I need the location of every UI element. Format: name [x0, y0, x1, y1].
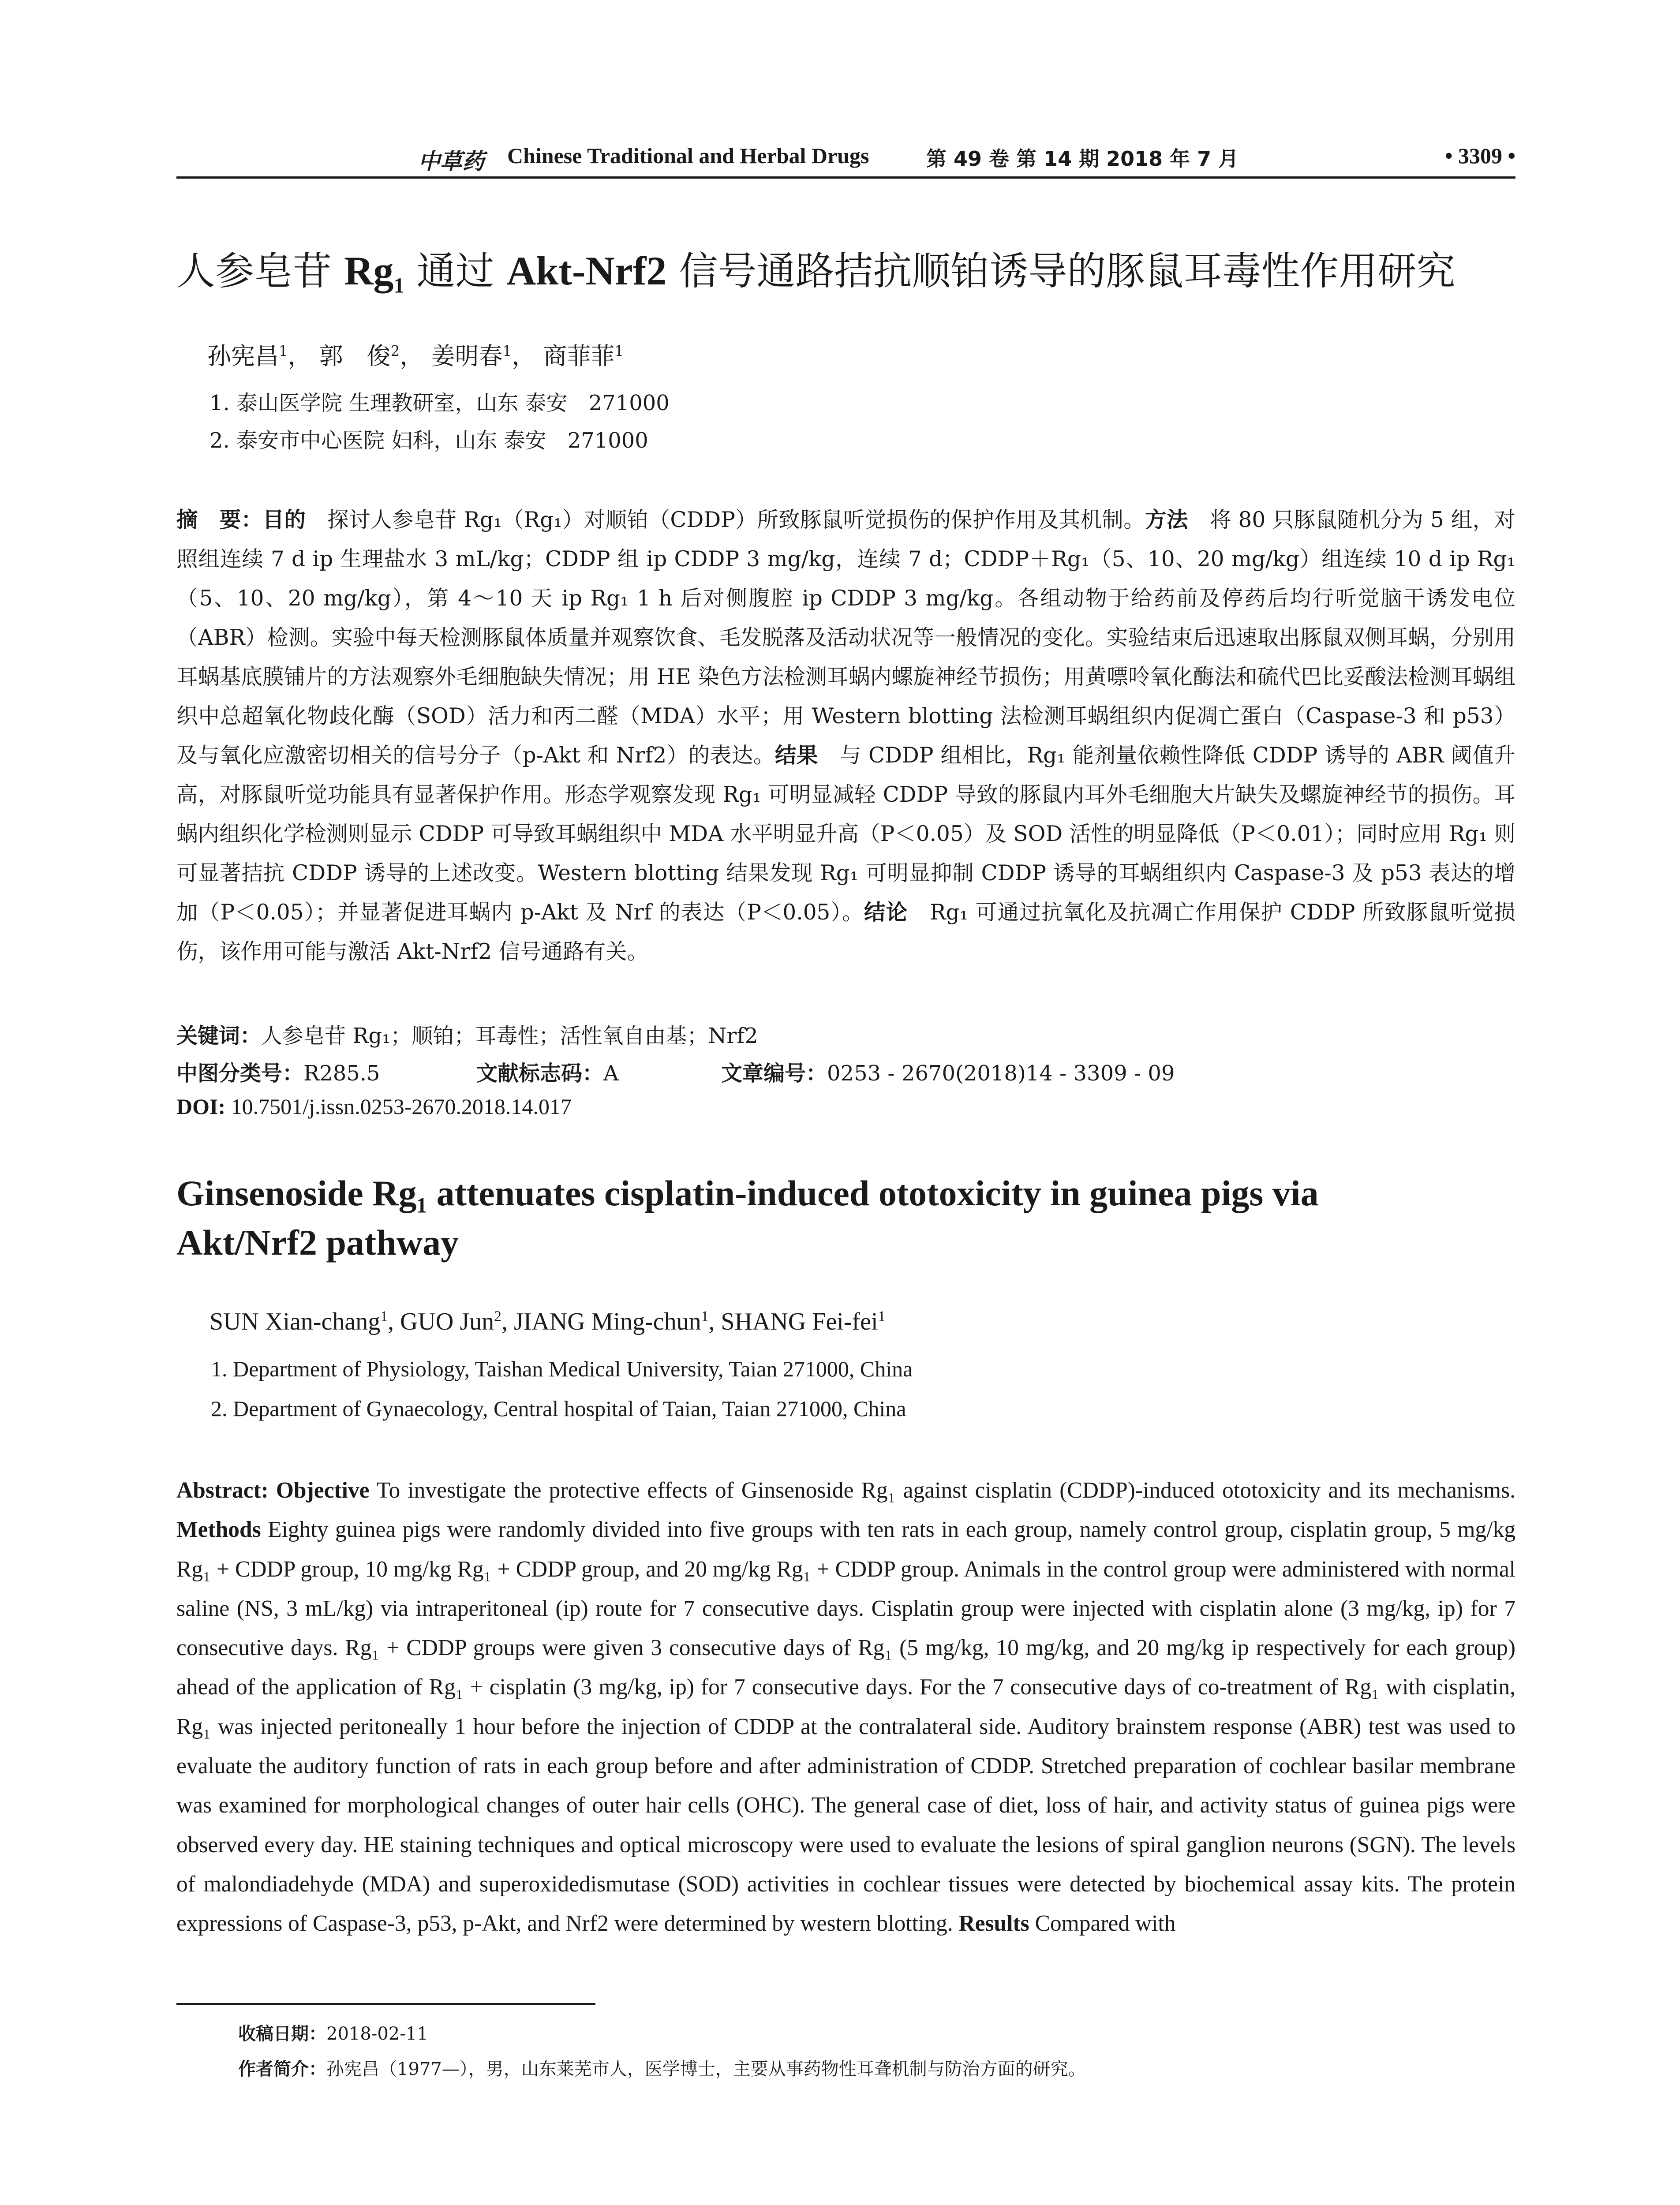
keywords-label: 关键词： [176, 1024, 262, 1048]
doi-line [176, 1094, 1515, 1119]
article-no-label: 文章编号： [721, 1061, 827, 1086]
author-name: SHANG Fei-fei [721, 1308, 878, 1335]
objective-label: 目的 [262, 508, 306, 532]
affiliation-en: 1. Department of Physiology, Taishan Medical University, Taian 271000, China [211, 1357, 913, 1381]
author-affil-mark: 1 [614, 343, 624, 359]
author-bio: 孙宪昌（1977—），男，山东莱芜市人，医学博士，主要从事药物性耳聋机制与防治方面的研究。 [326, 2059, 1086, 2079]
title-cn-part: 人参皂苷 [176, 248, 344, 294]
author-name: SUN Xian-chang [210, 1308, 381, 1335]
methods-label: 方法 [1145, 508, 1188, 532]
authors-cn: 孙宪昌$^1$， 郭 俊$^2$， 姜明春$^1$， 商菲菲$^1$ [207, 342, 624, 370]
article-no-value: 0253 - 2670(2018)14 - 3309 - 09 [827, 1061, 1175, 1086]
author-affil-mark: 2 [390, 343, 400, 359]
doi-value: 10.7501/j.issn.0253-2670.2018.14.017 [225, 1094, 572, 1119]
footnote-received [238, 2020, 428, 2045]
title-cn-sub: 1 [393, 274, 404, 298]
conclusion-label: 结论 [864, 900, 908, 925]
running-header [176, 141, 1515, 179]
doccode-value: A [603, 1061, 619, 1086]
title-en-line: Akt/Nrf2 pathway [176, 1222, 459, 1263]
title-cn-akt: Akt-Nrf2 [506, 248, 667, 293]
abstract-label: 摘 要： [176, 508, 263, 532]
author-affil-mark: 1 [279, 343, 288, 359]
author-bio-label: 作者简介： [238, 2059, 326, 2079]
title-en [176, 1169, 1515, 1267]
methods-text: 将 80 只豚鼠随机分为 5 组，对照组连续 7 d ip 生理盐水 3 mL/kg；CDDP 组 ip CDDP 3 mg/kg，连续 7 d；CDDP＋Rg₁（5、10、20 mg/kg）组连续 10 d ip Rg₁（5、10、20 mg/kg），第 4～10 天 ip Rg₁ 1 h 后对侧腹腔 ip CDDP 3 mg/kg。各组动物于给药前及停药后均行听觉脑干诱发电位（ABR）检测。实验中每天检测豚鼠体质量并观察饮食、毛发脱落及活动状况等一般情况的变化。实验结束后迅速取出豚鼠双侧耳蜗，分别用耳蜗基底膜铺片的方法观察外毛细胞缺失情况；用 HE 染色方法检测耳蜗内螺旋神经节损伤；用黄嘌呤氧化酶法和硫代巴比妥酸法检测耳蜗组织中总超氧化物歧化酶（SOD）活力和丙二醛（MDA）水平；用 Western blotting 法检测耳蜗组织内促凋亡蛋白（Caspase-3 和 p53）及与氧化应激密切相关的信号分子（p-Akt 和 Nrf2）的表达。 [176, 508, 1515, 768]
journal-name-en: Chinese Traditional and Herbal Drugs [507, 143, 869, 168]
doccode-label: 文献标志码： [476, 1061, 604, 1086]
affiliation-en: 2. Department of Gynaecology, Central hospital of Taian, Taian 271000, China [211, 1396, 906, 1421]
title-cn-rg: Rg [344, 248, 394, 293]
received-date: 2018-02-11 [326, 2024, 428, 2044]
clc-value: R285.5 [303, 1061, 380, 1086]
authors-en: SUN Xian-chang$^1$, GUO Jun$^2$, JIANG Ming-chun$^1$, SHANG Fei-fei$^1$ [210, 1308, 886, 1335]
keywords-text: 人参皂苷 Rg₁；顺铂；耳毒性；活性氧自由基；Nrf2 [261, 1024, 758, 1048]
results-en-label: Results [958, 1911, 1029, 1936]
author-name: 孙宪昌 [207, 342, 279, 370]
author-affil-mark: 1 [380, 1308, 388, 1325]
author-affil-mark: 1 [701, 1308, 709, 1325]
author-name: JIANG Ming-chun [513, 1308, 701, 1335]
author-affil-mark: 2 [494, 1308, 501, 1325]
objective-en-text: To investigate the protective effects of Ginsenoside Rg₁ against cisplatin (CDDP)-induced ototoxicity and its mechanisms. [369, 1478, 1515, 1503]
affiliation-cn: 1. 泰山医学院 生理教研室，山东 泰安 271000 [210, 391, 670, 415]
issue-info: 第 49 卷 第 14 期 2018 年 7 月 [926, 147, 1239, 171]
title-cn-part: 信号通路拮抗顺铂诱导的豚鼠耳毒性作用研究 [666, 248, 1456, 294]
objective-text: 探讨人参皂苷 Rg₁（Rg₁）对顺铂（CDDP）所致豚鼠听觉损伤的保护作用及其机制。 [306, 508, 1145, 532]
methods-en-label: Methods [176, 1517, 261, 1543]
author-affil-mark: 1 [502, 343, 512, 359]
keywords-cn [176, 1019, 1515, 1049]
footnote-rule [176, 2003, 595, 2005]
abstract-cn [176, 501, 1515, 972]
page-number: • 3309 • [1444, 143, 1515, 168]
author-name: GUO Jun [400, 1308, 494, 1335]
results-en-text: Compared with [1029, 1911, 1176, 1936]
results-text: 与 CDDP 组相比，Rg₁ 能剂量依赖性降低 CDDP 诱导的 ABR 阈值升高，对豚鼠听觉功能具有显著保护作用。形态学观察发现 Rg₁ 可明显减轻 CDDP 导致的豚鼠内耳外毛细胞大片缺失及螺旋神经节的损伤。耳蜗内组织化学检测则显示 CDDP 可导致耳蜗组织中 MDA 水平明显升高（P＜0.05）及 SOD 活性的明显降低（P＜0.01）；同时应用 Rg₁ 则可显著拮抗 CDDP 诱导的上述改变。Western blotting 结果发现 Rg₁ 可明显抑制 CDDP 诱导的耳蜗组织内 Caspase-3 及 p53 表达的增加（P＜0.05）；并显著促进耳蜗内 p-Akt 及 Nrf 的表达（P＜0.05）。 [176, 743, 1515, 925]
affiliation-cn: 2. 泰安市中心医院 妇科，山东 泰安 271000 [210, 428, 648, 453]
conclusion-text: Rg₁ 可通过抗氧化及抗凋亡作用保护 CDDP 所致豚鼠听觉损伤，该作用可能与激活 Akt-Nrf2 信号通路有关。 [176, 900, 1515, 964]
abstract-en [176, 1471, 1515, 1943]
abstract-en-label: Abstract: Objective [176, 1478, 370, 1503]
results-label: 结果 [775, 743, 818, 768]
doi-label: DOI: [176, 1094, 226, 1119]
methods-en-text: Eighty guinea pigs were randomly divided into five groups with ten rats in each group, namely control group, cisplatin group, 5 mg/kg Rg₁ + CDDP group, 10 mg/kg Rg₁ + CDDP group, and 20 mg/kg Rg₁ + CDDP group. Animals in the control group were administered with normal saline (NS, 3 mL/kg) via intraperitoneal (ip) route for 7 consecutive days. Cisplatin group were injected with cisplatin alone (3 mg/kg, ip) for 7 consecutive days. Rg₁ + CDDP groups were given 3 consecutive days of Rg₁ (5 mg/kg, 10 mg/kg, and 20 mg/kg ip respectively for each group) ahead of the application of Rg₁ + cisplatin (3 mg/kg, ip) for 7 consecutive days. For the 7 consecutive days of co-treatment of Rg₁ with cisplatin, Rg₁ was injected peritoneally 1 hour before the injection of CDDP at the contralateral side. Auditory brainstem response (ABR) test was used to evaluate the auditory function of rats in each group before and after administration of CDDP. Stretched preparation of cochlear basilar membrane was examined for morphological changes of outer hair cells (OHC). The general case of diet, loss of hair, and activity status of guinea pigs were observed every day. HE staining techniques and optical microscopy were used to evaluate the lesions of spiral ganglion neurons (SGN). The levels of malondiadehyde (MDA) and superoxidedismutase (SOD) activities in cochlear tissues were detected by biochemical assay kits. The protein expressions of Caspase-3, p53, p-Akt, and Nrf2 were determined by western blotting. [176, 1517, 1515, 1936]
author-name: 郭 俊 [319, 342, 391, 370]
title-cn-part: 通过 [404, 248, 507, 294]
received-label: 收稿日期： [238, 2024, 326, 2044]
clc-label: 中图分类号： [176, 1061, 304, 1086]
author-name: 姜明春 [431, 342, 503, 370]
author-name: 商菲菲 [543, 342, 615, 370]
author-affil-mark: 1 [878, 1308, 886, 1325]
footnote-author [238, 2055, 1086, 2080]
title-en-line: Ginsenoside Rg₁ attenuates cisplatin-induced ototoxicity in guinea pigs via [176, 1173, 1319, 1213]
title-cn [176, 240, 1515, 298]
journal-name-cn: 中草药 [418, 148, 484, 174]
